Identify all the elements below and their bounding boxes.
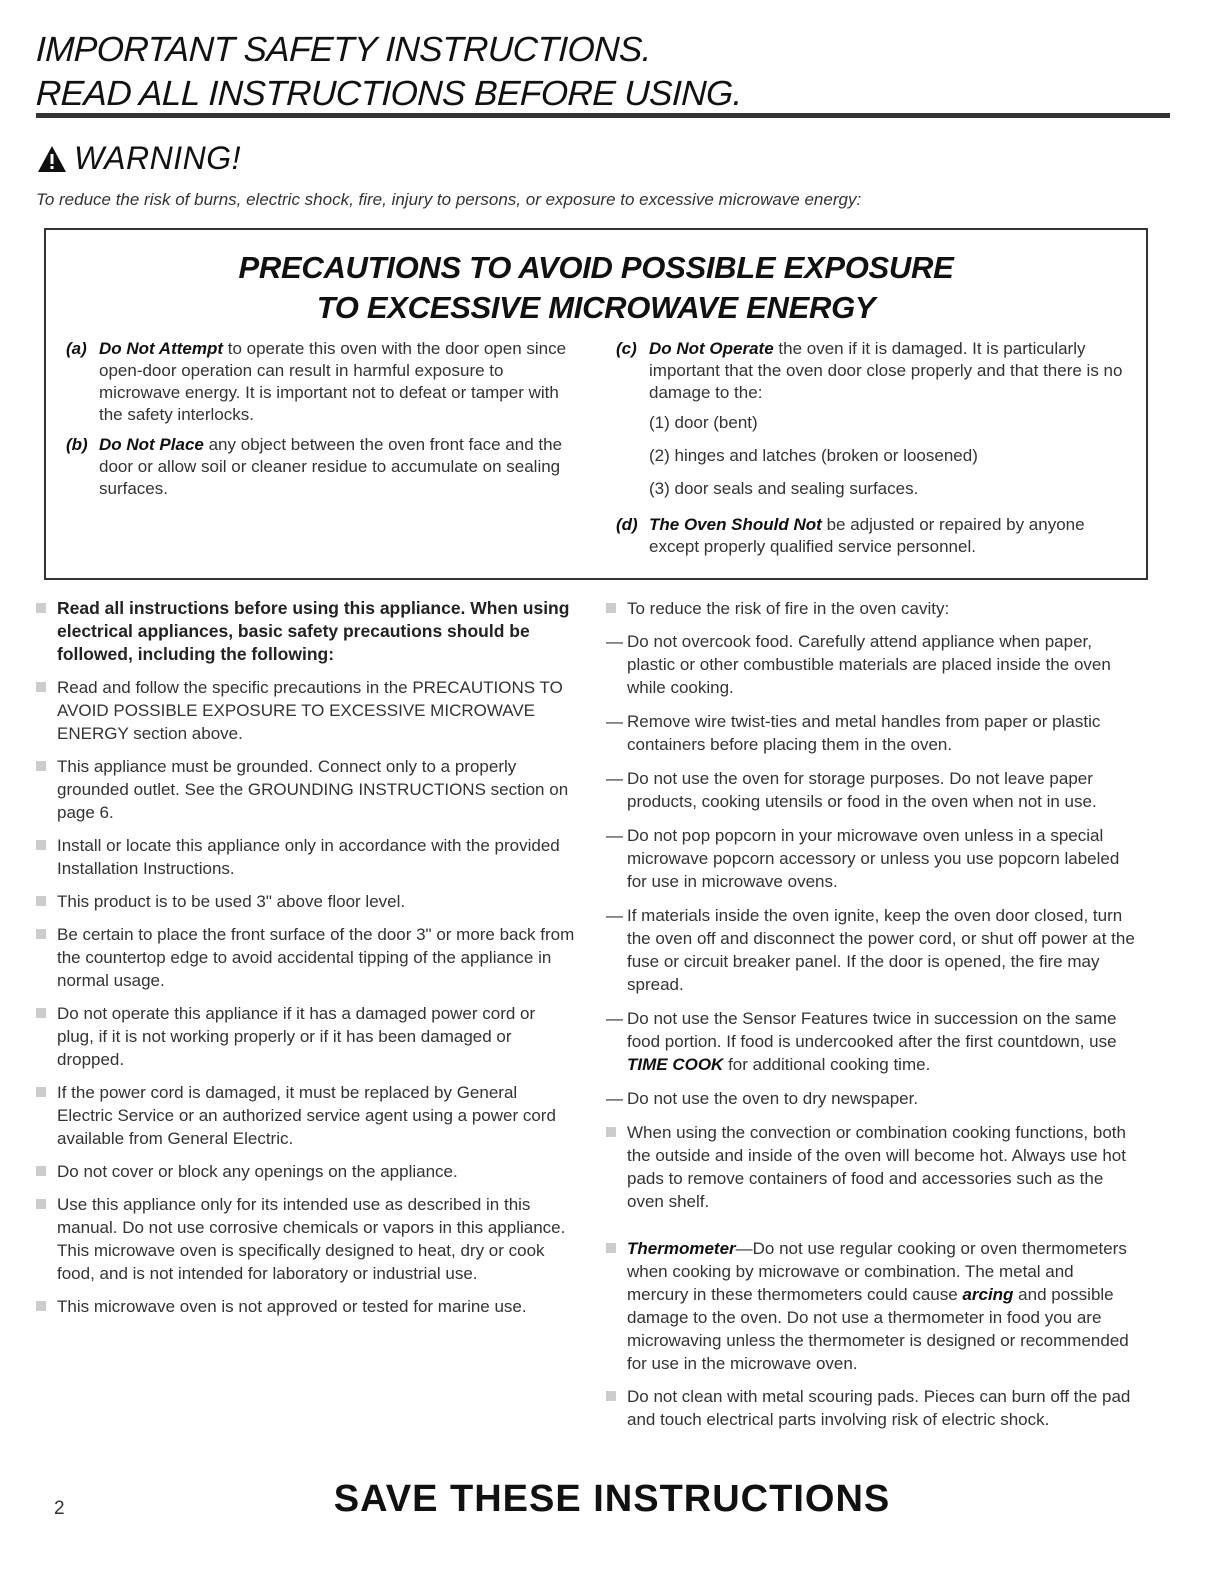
precaution-text: be adjusted or repaired by anyone except properly qualified service personnel. [649, 515, 1085, 556]
precaution-lead: Do Not Operate [649, 339, 774, 358]
precaution-lead: Do Not Attempt [99, 339, 224, 358]
dash-item [606, 904, 1138, 996]
list-item-text: Read all instructions before using this appliance. When using electrical appliances, basic safety precautions should be followed, including the following: [57, 598, 570, 664]
bullet-square-icon [36, 1008, 46, 1018]
thermometer-lead: Thermometer [627, 1239, 736, 1258]
list-item-text: Use this appliance only for its intended use as described in this manual. Do not use corrosive chemicals or vapors in this appliance. This microwave oven is specifically designed to heat, dry or cook food, and is not intended for laboratory or industrial use. [57, 1195, 566, 1283]
list-item-text: If the power cord is damaged, it must be replaced by General Electric Service or an authorized service agent using a power cord available from General Electric. [57, 1083, 556, 1148]
list-item [36, 597, 576, 666]
dash-item [606, 1087, 1138, 1110]
precaution-text: any object between the oven front face and the door or allow soil or cleaner residue to accumulate on sealing surfaces. [99, 435, 563, 498]
bullet-square-icon [606, 603, 616, 613]
dash-item [606, 767, 1138, 813]
precaution-b [66, 434, 586, 500]
bullet-square-icon [36, 840, 46, 850]
list-item [606, 597, 1138, 620]
list-item-text: This appliance must be grounded. Connect only to a properly grounded outlet. See the GROUNDING INSTRUCTIONS section on page 6. [57, 757, 569, 822]
list-item [36, 1295, 576, 1318]
precautions-title-2: TO EXCESSIVE MICROWAVE ENERGY [316, 290, 876, 325]
dash-mark: — [606, 632, 623, 651]
dash-item [606, 710, 1138, 756]
list-item [36, 890, 576, 913]
precaution-tag: (a) [66, 339, 87, 358]
list-item [36, 755, 576, 824]
dash-mark: — [606, 712, 623, 731]
list-item [36, 676, 576, 745]
bullet-square-icon [606, 1391, 616, 1401]
bullet-square-icon [606, 1127, 616, 1137]
list-item-text: When using the convection or combination cooking functions, both the outside and inside of the oven will become hot. Always use hot pads to remove containers of food and accessories such as the oven shelf. [627, 1123, 1126, 1211]
dash-mark: — [606, 769, 623, 788]
bullet-square-icon [36, 1301, 46, 1311]
dash-item-text: Remove wire twist-ties and metal handles from paper or plastic containers before placing them in the oven. [627, 712, 1101, 754]
warning-intro: To reduce the risk of burns, electric shock, fire, injury to persons, or exposure to excessive microwave energy: [36, 190, 862, 209]
precaution-lead: The Oven Should Not [649, 515, 822, 534]
header-line-2: READ ALL INSTRUCTIONS BEFORE USING. [35, 74, 743, 113]
precaution-body [99, 338, 586, 426]
bullet-square-icon [36, 1199, 46, 1209]
list-item-text: This microwave oven is not approved or tested for marine use. [57, 1297, 527, 1316]
list-item-text: Install or locate this appliance only in accordance with the provided Installation Instructions. [57, 836, 560, 878]
bullet-square-icon [606, 1243, 616, 1253]
dash-item-text: Do not overcook food. Carefully attend appliance when paper, plastic or other combustible materials are placed inside the oven while cooking. [627, 632, 1111, 697]
precaution-text: to operate this oven with the door open since open-door operation can result in harmful exposure to microwave energy. It is important not to defeat or tamper with the safety interlocks. [99, 339, 567, 424]
precaution-lead: Do Not Place [99, 435, 204, 454]
list-item-text: Do not cover or block any openings on the appliance. [57, 1162, 458, 1181]
list-item [606, 1121, 1138, 1213]
precautions-box [44, 228, 1148, 580]
bullet-square-icon [36, 682, 46, 692]
header [36, 28, 1176, 116]
text-run: for additional cooking time. [723, 1055, 931, 1074]
time-cook-label: TIME COOK [627, 1055, 724, 1074]
dash-mark: — [606, 1009, 623, 1028]
list-item-text: Do not clean with metal scouring pads. Pieces can burn off the pad and touch electrical parts involving risk of electric shock. [627, 1387, 1131, 1429]
bullet-square-icon [36, 1166, 46, 1176]
warning-title: WARNING! [74, 140, 241, 176]
dash-item-text: Do not use the oven to dry newspaper. [627, 1089, 919, 1108]
list-item-text: Do not operate this appliance if it has a damaged power cord or plug, if it is not working properly or if it has been damaged or dropped. [57, 1004, 536, 1069]
bullet-square-icon [36, 603, 46, 613]
warning-triangle-icon [36, 144, 68, 174]
precaution-body [99, 434, 586, 500]
arcing-label: arcing [962, 1285, 1014, 1304]
precautions-right-column [616, 338, 1136, 566]
list-item-text: To reduce the risk of fire in the oven cavity: [627, 599, 950, 618]
precaution-body [649, 514, 1136, 558]
precaution-tag: (d) [616, 515, 638, 534]
list-item [606, 1385, 1138, 1431]
precaution-text: the oven if it is damaged. It is particularly important that the oven door close properly and that there is no damage to the: [649, 339, 1123, 402]
dash-item-text: Do not pop popcorn in your microwave oven unless in a special microwave popcorn accessory or unless you use popcorn labeled for use in microwave ovens. [627, 826, 1120, 891]
list-item [36, 1081, 576, 1150]
bullet-square-icon [36, 1087, 46, 1097]
header-line-1: IMPORTANT SAFETY INSTRUCTIONS. [35, 30, 652, 69]
dash-item-text: Do not use the oven for storage purposes. Do not leave paper products, cooking utensils or food in the oven when not in use. [627, 769, 1097, 811]
precaution-tag: (c) [616, 339, 637, 358]
page-number: 2 [54, 1498, 65, 1519]
dash-item-text [627, 1009, 1117, 1074]
list-item [36, 1193, 576, 1285]
dash-item [606, 1007, 1138, 1076]
list-item [36, 1160, 576, 1183]
dash-item [606, 824, 1138, 893]
list-item [36, 1002, 576, 1071]
list-item-text: Read and follow the specific precautions in the PRECAUTIONS TO AVOID POSSIBLE EXPOSURE TO EXCESSIVE MICROWAVE ENERGY section above. [57, 678, 563, 743]
list-item [606, 1237, 1138, 1375]
precaution-c [616, 338, 1136, 500]
save-instructions-heading: SAVE THESE INSTRUCTIONS [333, 1478, 891, 1520]
header-rule [36, 113, 1170, 118]
precautions-title-1: PRECAUTIONS TO AVOID POSSIBLE EXPOSURE [238, 250, 954, 285]
list-item-text: Be certain to place the front surface of the door 3" or more back from the countertop edge to avoid accidental tipping of the appliance in normal usage. [57, 925, 575, 990]
precaution-a [66, 338, 586, 426]
dash-mark: — [606, 906, 623, 925]
right-column [606, 597, 1138, 1441]
precaution-d [616, 514, 1136, 558]
list-item-text: This product is to be used 3" above floor level. [57, 892, 406, 911]
warning-heading [36, 140, 241, 177]
bullet-square-icon [36, 761, 46, 771]
damage-item: (1) door (bent) [649, 413, 758, 432]
precaution-body [649, 338, 1136, 500]
dash-item [606, 630, 1138, 699]
damage-item: (3) door seals and sealing surfaces. [649, 479, 919, 498]
list-item-text [627, 1239, 1129, 1373]
text-run: Do not use the Sensor Features twice in succession on the same food portion. If food is undercooked after the first countdown, use [627, 1009, 1117, 1051]
dash-mark: — [606, 826, 623, 845]
left-column [36, 597, 576, 1328]
list-item [36, 923, 576, 992]
bullet-square-icon [36, 896, 46, 906]
list-item [36, 834, 576, 880]
precaution-tag: (b) [66, 435, 88, 454]
precautions-left-column [66, 338, 586, 508]
damage-item: (2) hinges and latches (broken or loosened) [649, 446, 978, 465]
dash-mark: — [606, 1089, 623, 1108]
dash-item-text: If materials inside the oven ignite, keep the oven door closed, turn the oven off and disconnect the power cord, or shut off power at the fuse or circuit breaker panel. If the door is opened, the fire may spread. [627, 906, 1135, 994]
text-run: —Do not use regular cooking or oven thermometers when cooking by microwave or combination. The metal and mercury in these thermometers could cause [627, 1239, 1127, 1304]
text-run: and possible damage to the oven. Do not use a thermometer in food you are microwaving unless the thermometer is designed or recommended for use in the microwave oven. [627, 1285, 1129, 1373]
bullet-square-icon [36, 929, 46, 939]
